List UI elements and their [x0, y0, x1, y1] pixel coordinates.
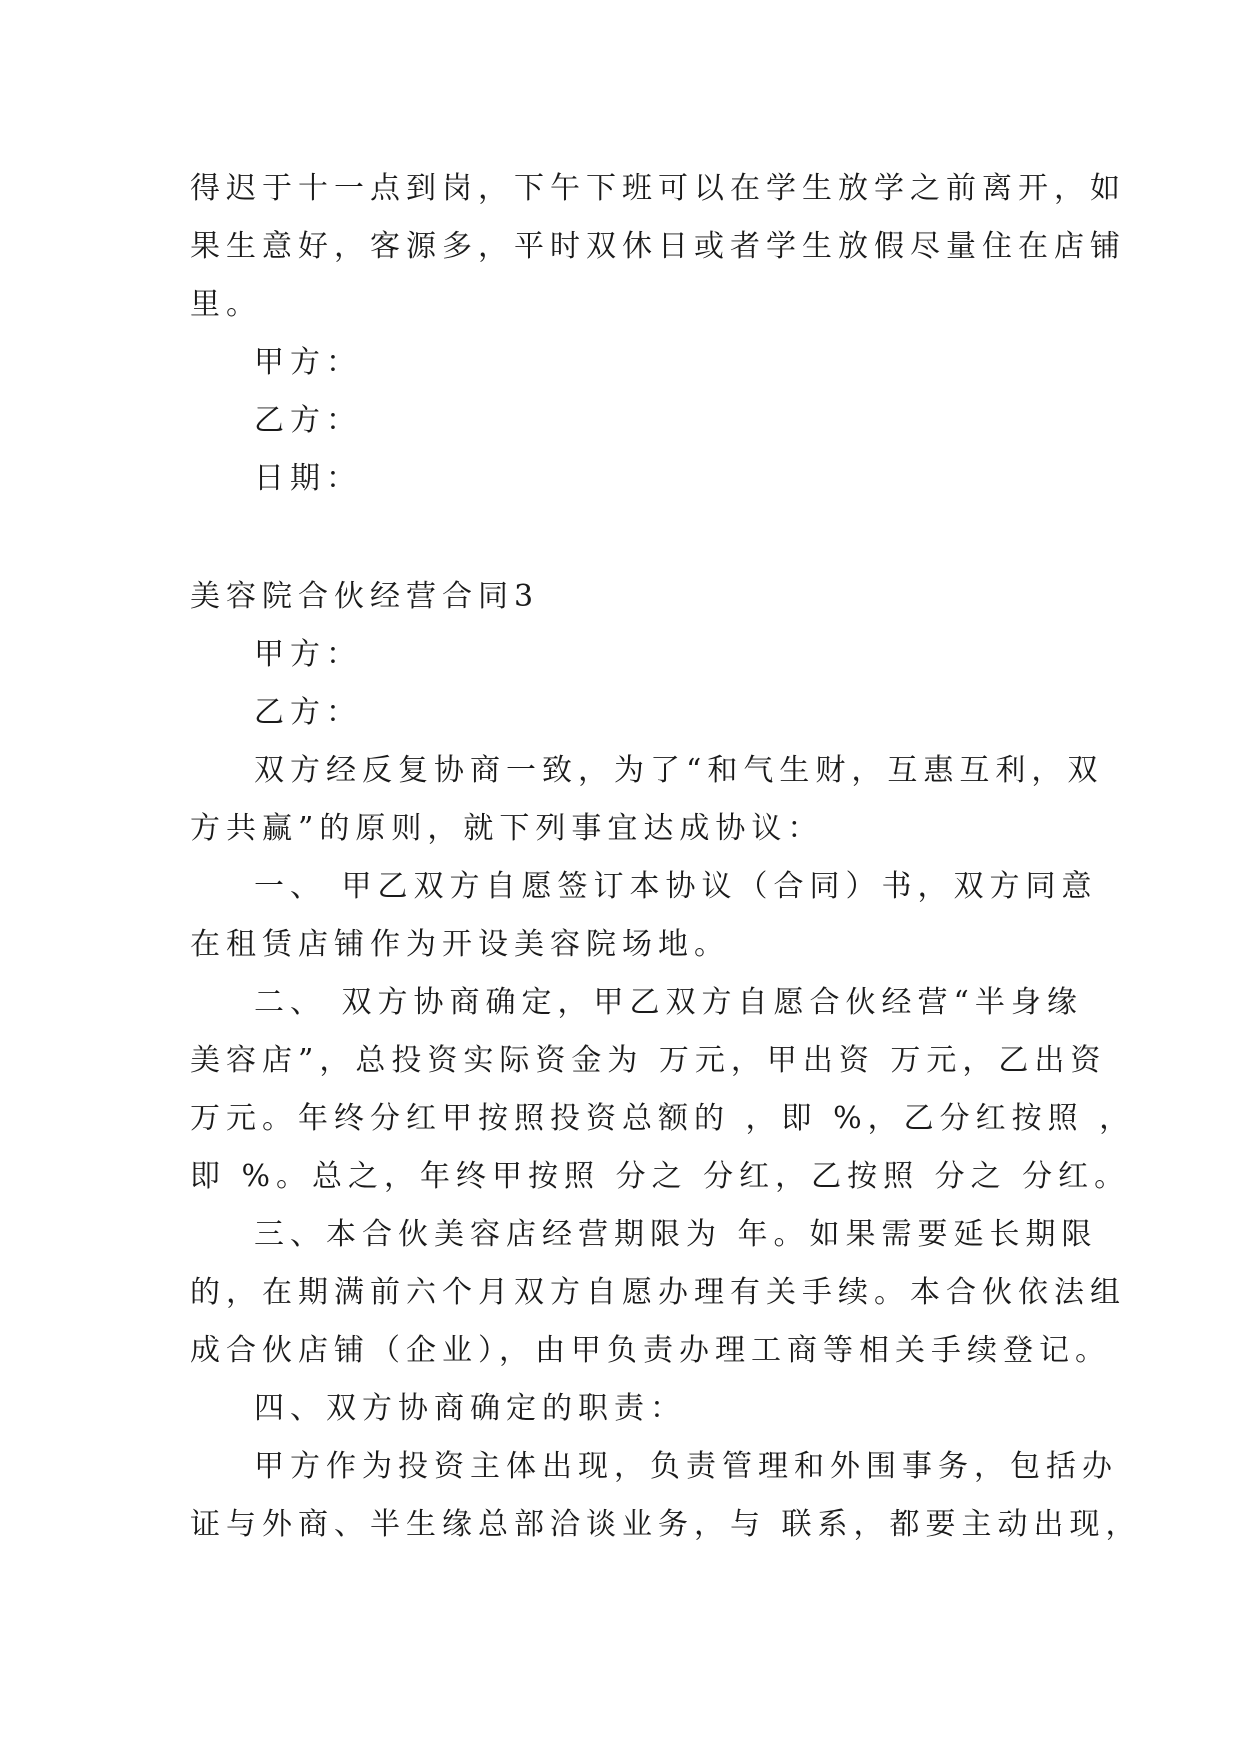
signature-party-a: 甲方： — [254, 345, 362, 380]
text-line: 里。 — [190, 287, 262, 322]
clause-4-party-a — [190, 1438, 1142, 1554]
document-body — [190, 160, 1142, 1554]
party-a-label: 甲方： — [254, 637, 362, 672]
intro-paragraph — [190, 160, 1126, 334]
text-line: 万元。年终分红甲按照投资总额的 ，即 %，乙分红按照 ， — [190, 1101, 1136, 1136]
text-line: 方共赢”的原则，就下列事宜达成协议： — [190, 811, 824, 846]
text-line: 证与外商、半生缘总部洽谈业务，与 联系，都要主动出现， — [190, 1507, 1142, 1542]
text-line: 在租赁店铺作为开设美容院场地。 — [190, 927, 730, 962]
signature-date: 日期： — [254, 461, 362, 496]
text-line: 双方经反复协商一致，为了“和气生财，互惠互利，双 — [254, 753, 1104, 788]
text-line: 的，在期满前六个月双方自愿办理有关手续。本合伙依法组 — [190, 1275, 1126, 1310]
text-line: 一、 甲乙双方自愿签订本协议（合同）书，双方同意 — [254, 869, 1098, 904]
text-line: 成合伙店铺（企业），由甲负责办理工商等相关手续登记。 — [190, 1333, 1111, 1368]
text-line: 得迟于十一点到岗，下午下班可以在学生放学之前离开，如 — [190, 171, 1126, 206]
text-line: 即 %。总之，年终甲按照 分之 分红，乙按照 分之 分红。 — [190, 1159, 1131, 1194]
preamble-paragraph — [190, 742, 1104, 858]
signature-party-b: 乙方： — [254, 403, 362, 438]
clause-3 — [190, 1206, 1126, 1380]
text-line: 三、本合伙美容店经营期限为 年。如果需要延长期限 — [254, 1217, 1098, 1252]
clause-2 — [190, 974, 1136, 1206]
contract-title: 美容院合伙经营合同3 — [190, 579, 540, 614]
text-line: 二、 双方协商确定，甲乙双方自愿合伙经营“半身缘 — [254, 985, 1083, 1020]
clause-1 — [190, 858, 1098, 974]
text-line: 甲方作为投资主体出现，负责管理和外围事务，包括办 — [254, 1449, 1118, 1484]
party-b-label: 乙方： — [254, 695, 362, 730]
clause-4-heading: 四、双方协商确定的职责： — [254, 1391, 686, 1426]
text-line: 美容店”，总投资实际资金为 万元，甲出资 万元，乙出资 — [190, 1043, 1107, 1078]
text-line: 果生意好，客源多，平时双休日或者学生放假尽量住在店铺 — [190, 229, 1126, 264]
